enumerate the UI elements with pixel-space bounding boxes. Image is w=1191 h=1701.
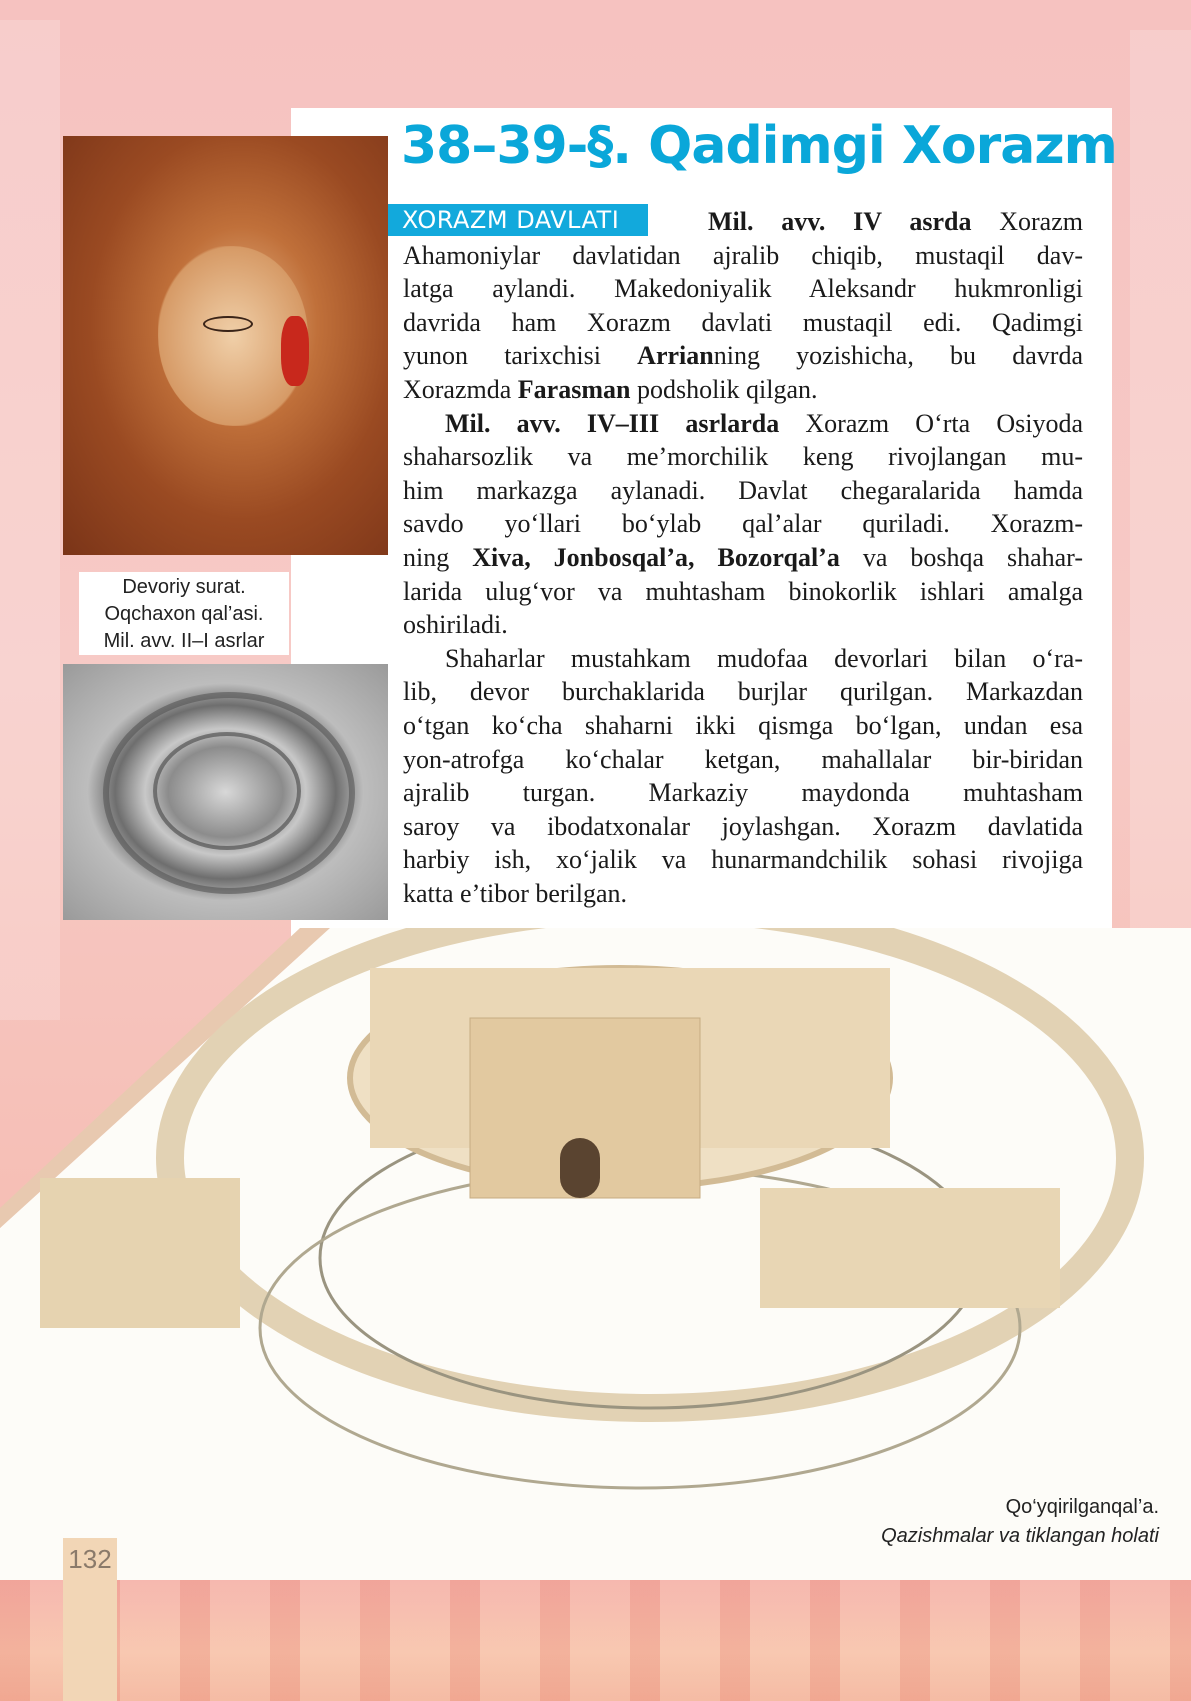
text-run: him markazga aylanadi. Davlat chegaralarida hamda <box>403 475 1083 505</box>
text-run: lib, devor burchaklarida burjlar qurilgan. Markazdan <box>403 677 1083 707</box>
text-line <box>403 709 1083 743</box>
text-line <box>403 877 1083 911</box>
text-run: yon-atrofga ko‘chalar ketgan, mahallalar bir-biridan <box>403 744 1083 774</box>
text-line <box>403 776 1083 810</box>
east-wing <box>760 1188 1060 1308</box>
bold-term: Mil. avv. IV asrda <box>708 207 972 236</box>
text-run: larida ulug‘vor va muhtasham binokorlik ishlari amalga <box>403 576 1083 606</box>
caption-line: Devoriy surat. <box>122 576 246 598</box>
text-run: Shaharlar mustahkam mudofaa devorlari bilan o‘ra- <box>445 643 1083 673</box>
fresco-image <box>63 136 388 555</box>
text-line <box>403 675 1083 709</box>
text-line <box>403 306 1083 340</box>
bold-term: Xiva, Jonbosqal’a, Bozorqal’a <box>472 542 840 572</box>
text-line <box>403 440 1083 474</box>
text-run: Xorazm <box>971 207 1083 236</box>
text-line <box>403 507 1083 541</box>
text-run: shaharsozlik va me’morchilik keng rivojlangan mu- <box>403 442 1083 472</box>
text-run: katta e’tibor berilgan. <box>403 878 628 908</box>
section-badge: XORAZM DAVLATI <box>388 204 648 236</box>
text-line <box>403 575 1083 609</box>
text-line <box>403 339 1083 373</box>
text-line <box>403 810 1083 844</box>
text-run: ning <box>403 542 473 572</box>
text-line <box>403 205 1083 239</box>
page-number: 132 <box>63 1538 117 1701</box>
text-run: Ahamoniylar davlatidan ajralib chiqib, mustaqil dav- <box>403 240 1083 270</box>
text-run: ning yozishicha, bu davrda <box>713 341 1083 371</box>
fresco-red-detail <box>281 316 309 386</box>
text-run: yunon tarixchisi <box>403 341 638 371</box>
fresco-eye <box>203 316 253 332</box>
text-line <box>403 272 1083 306</box>
fresco-caption <box>79 572 289 655</box>
palace-door <box>560 1138 600 1198</box>
text-line <box>403 239 1083 273</box>
text-line <box>403 474 1083 508</box>
body-text <box>403 205 1083 910</box>
text-run: podsholik qilgan. <box>630 374 818 404</box>
text-run: oshiriladi. <box>403 610 508 640</box>
text-line <box>403 642 1083 676</box>
corner-tower <box>40 1178 240 1328</box>
model-caption-subtitle: Qazishmalar va tiklangan holati <box>881 1525 1159 1547</box>
decorative-frieze <box>0 1580 1191 1701</box>
text-run: va boshqa shahar- <box>839 542 1083 572</box>
text-run: Xorazm O‘rta Osiyoda <box>779 408 1083 438</box>
model-caption <box>881 1493 1159 1551</box>
fortress-model-photo <box>0 928 1191 1580</box>
text-run: o‘tgan ko‘cha shaharni ikki qismga bo‘lgan, undan esa <box>403 710 1083 740</box>
text-run: harbiy ish, xo‘jalik va hunarmandchilik sohasi rivojiga <box>403 845 1083 875</box>
text-run: latga aylandi. Makedoniyalik Aleksandr hukmronligi <box>403 274 1083 304</box>
bold-term: Arrian <box>637 341 714 371</box>
bold-term: Farasman <box>517 374 631 404</box>
page-title: 38–39-§. Qadimgi Xorazm <box>401 116 1117 176</box>
bold-term: Mil. avv. IV–III asrlarda <box>445 408 780 438</box>
text-line <box>403 608 1083 642</box>
text-run: saroy va ibodatxonalar joylashgan. Xorazm davlatida <box>403 811 1083 841</box>
text-run: Xorazmda <box>403 374 518 404</box>
text-line <box>403 407 1083 441</box>
text-run: ajralib turgan. Markaziy maydonda muhtasham <box>403 778 1083 808</box>
caption-line: Mil. avv. II–I asrlar <box>103 630 265 652</box>
text-line <box>403 541 1083 575</box>
text-run: savdo yo‘llari bo‘ylab qal’alar quriladi. Xorazm- <box>403 509 1083 539</box>
text-line <box>403 843 1083 877</box>
aerial-ring <box>153 732 301 850</box>
text-line <box>403 373 1083 407</box>
background-column <box>0 20 60 1020</box>
caption-line: Oqchaxon qal’asi. <box>104 603 264 625</box>
aerial-photo <box>63 664 388 920</box>
model-caption-title: Qo‘yqirilganqal’a. <box>1005 1496 1159 1518</box>
text-run: davrida ham Xorazm davlati mustaqil edi. Qadimgi <box>403 307 1083 337</box>
text-line <box>403 743 1083 777</box>
